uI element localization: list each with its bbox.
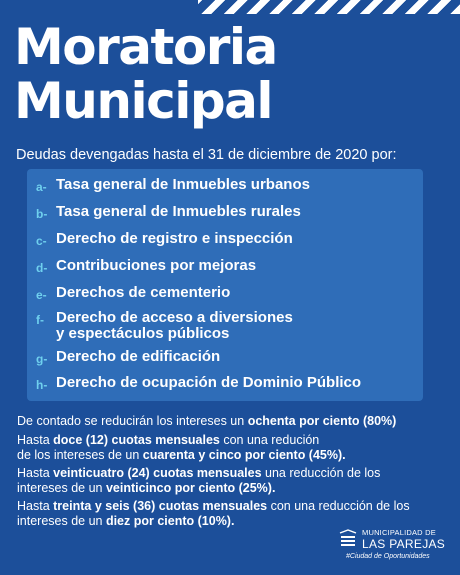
note-text: con una reducción de los bbox=[267, 499, 410, 513]
note-highlight: treinta y seis (36) cuotas mensuales bbox=[53, 499, 268, 513]
item-label: Derechos de cementerio bbox=[56, 284, 231, 301]
item-label: Tasa general de Inmuebles urbanos bbox=[56, 176, 310, 193]
item-label-line-2: y espectáculos públicos bbox=[56, 325, 230, 342]
item-label bbox=[56, 310, 293, 342]
note-highlight: veinticuatro (24) cuotas mensuales bbox=[53, 466, 262, 480]
list-item bbox=[36, 231, 293, 248]
note-text: una reducción de los bbox=[261, 466, 381, 480]
list-item bbox=[36, 375, 361, 392]
note-cash bbox=[17, 414, 447, 429]
item-label: Derecho de registro e inspección bbox=[56, 230, 293, 247]
item-letter: e- bbox=[36, 288, 47, 302]
item-label: Tasa general de Inmuebles rurales bbox=[56, 203, 301, 220]
note-text: Hasta bbox=[17, 466, 54, 480]
item-label: Derecho de edificación bbox=[56, 348, 221, 365]
list-item bbox=[36, 177, 310, 194]
note-text: Hasta bbox=[17, 433, 54, 447]
list-item bbox=[36, 349, 220, 366]
note-highlight: doce (12) cuotas mensuales bbox=[53, 433, 220, 447]
note-text: con una redución bbox=[219, 433, 320, 447]
item-letter: d- bbox=[36, 261, 48, 275]
note-text: Hasta bbox=[17, 499, 54, 513]
title-line-2: Municipal bbox=[14, 72, 273, 130]
note-12-installments bbox=[17, 433, 447, 463]
item-letter: h- bbox=[36, 378, 48, 392]
item-letter: b- bbox=[36, 207, 48, 221]
list-item bbox=[36, 204, 301, 221]
item-label: Derecho de ocupación de Dominio Público bbox=[56, 374, 362, 391]
logo-tagline: #Ciudad de Oportunidades bbox=[346, 553, 430, 560]
item-letter: f- bbox=[36, 313, 44, 327]
item-letter: a- bbox=[36, 180, 47, 194]
item-letter: c- bbox=[36, 234, 47, 248]
decorative-stripes bbox=[198, 0, 460, 14]
list-item bbox=[36, 310, 293, 342]
item-letter: g- bbox=[36, 352, 48, 366]
subtitle: Deudas devengadas hasta el 31 de diciembre de 2020 por: bbox=[16, 147, 397, 163]
note-36-installments bbox=[17, 499, 447, 529]
note-highlight: veinticinco por ciento (25%). bbox=[105, 481, 276, 495]
logo-line-2: LAS PAREJAS bbox=[362, 537, 446, 551]
note-highlight: ochenta por ciento (80%) bbox=[247, 414, 397, 428]
note-highlight: cuarenta y cinco por ciento (45%). bbox=[142, 448, 346, 462]
title-line-1: Moratoria bbox=[14, 18, 277, 76]
municipality-emblem-icon bbox=[338, 529, 358, 549]
logo-line-1: MUNICIPALIDAD DE bbox=[362, 528, 436, 537]
note-text: De contado se reducirán los intereses un bbox=[17, 414, 248, 428]
note-24-installments bbox=[17, 466, 447, 496]
list-item bbox=[36, 258, 256, 275]
note-text: intereses de un bbox=[17, 514, 106, 528]
item-label-line-1: Derecho de acceso a diversiones bbox=[56, 309, 293, 326]
municipality-logo bbox=[338, 527, 450, 563]
item-label: Contribuciones por mejoras bbox=[56, 257, 257, 274]
note-text: de los intereses de un bbox=[17, 448, 143, 462]
note-highlight: diez por ciento (10%). bbox=[105, 514, 235, 528]
note-text: intereses de un bbox=[17, 481, 106, 495]
list-item bbox=[36, 285, 230, 302]
